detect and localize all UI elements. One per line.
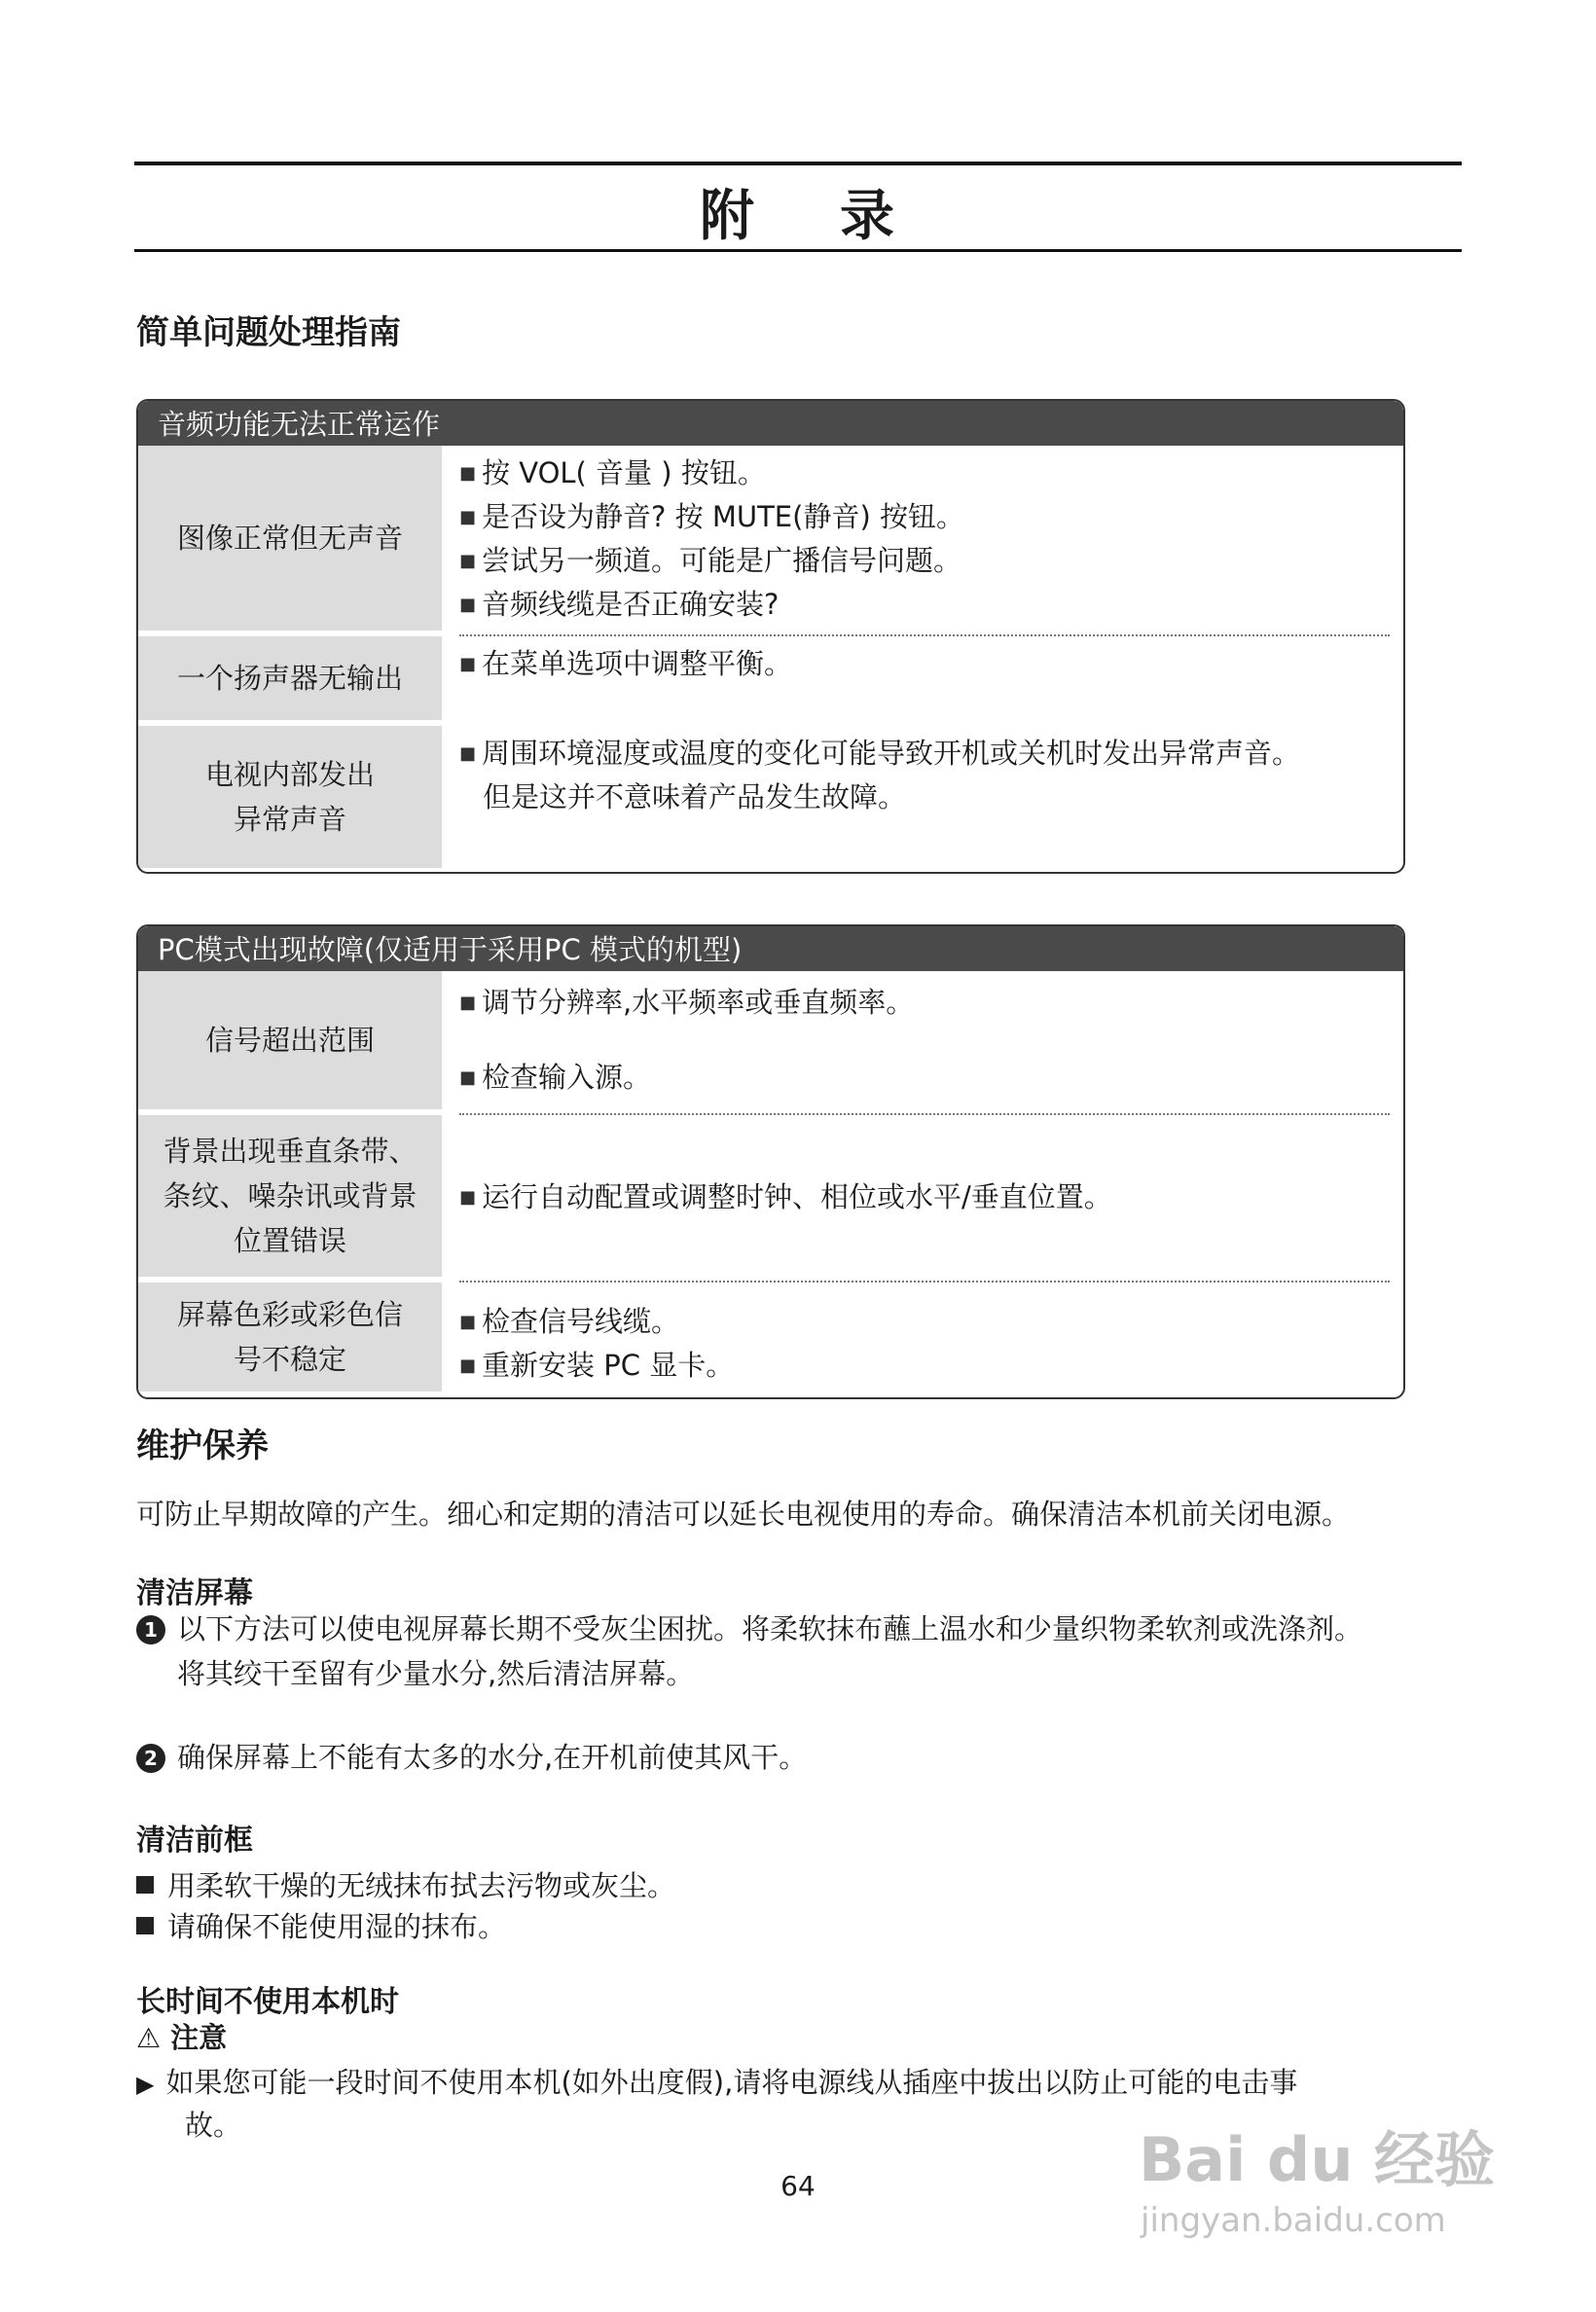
table-row	[138, 446, 1403, 636]
list-item-continuation: 但是这并不意味着产品发生故障。	[483, 780, 907, 813]
clean-screen-heading: 清洁屏幕	[136, 1576, 253, 1610]
audio-problem-table	[136, 399, 1405, 874]
watermark-url: jingyan.baidu.com	[1141, 2201, 1446, 2240]
clean-screen-item-2: 2 确保屏幕上不能有太多的水分,在开机前使其风干。	[136, 1738, 807, 1777]
number-1-icon: 1	[136, 1615, 165, 1644]
caution-label: ⚠ 注意	[136, 2021, 228, 2054]
row-label: 图像正常但无声音	[138, 446, 442, 636]
row-value	[442, 636, 1403, 726]
square-bullet-icon	[136, 1917, 154, 1934]
arrow-right-icon: ▶	[136, 2071, 155, 2098]
caution-text-cont: 故。	[185, 2109, 242, 2142]
list-item: ■ 调节分辨率,水平频率或垂直频率。	[459, 983, 1392, 1027]
table-row	[138, 971, 1403, 1115]
top-rule	[134, 162, 1462, 165]
audio-table-header: 音频功能无法正常运作	[138, 401, 1403, 446]
page-number: 64	[780, 2170, 816, 2202]
row-value	[442, 1115, 1403, 1282]
clean-frame-heading: 清洁前框	[136, 1824, 253, 1858]
clean-frame-item: 请确保不能使用湿的抹布。	[136, 1907, 506, 1946]
square-bullet-icon	[136, 1876, 154, 1894]
row-label: 背景出现垂直条带、 条纹、噪杂讯或背景 位置错误	[138, 1115, 442, 1282]
list-item: ■ 是否设为静音? 按 MUTE(静音) 按钮。	[459, 497, 1392, 541]
table-row	[138, 636, 1403, 726]
watermark-logo: Bai du 经验	[1139, 2124, 1496, 2195]
list-item: ■ 按 VOL( 音量 ) 按钮。	[459, 453, 1392, 497]
warning-icon: ⚠	[136, 2022, 162, 2054]
list-item: ■ 在菜单选项中调整平衡。	[459, 644, 1392, 688]
long-term-heading: 长时间不使用本机时	[136, 1985, 399, 2019]
list-item: ■ 检查信号线缆。	[459, 1302, 1392, 1346]
list-item: ■ 运行自动配置或调整时钟、相位或水平/垂直位置。	[459, 1177, 1112, 1221]
row-value	[442, 446, 1403, 636]
title-bottom-rule	[134, 249, 1462, 252]
row-value	[442, 971, 1403, 1115]
number-2-icon: 2	[136, 1744, 165, 1773]
list-item: ■ 尝试另一频道。可能是广播信号问题。	[459, 541, 1392, 585]
list-item: ■ 重新安装 PC 显卡。	[459, 1346, 1392, 1390]
row-value	[442, 726, 1403, 868]
caution-text: ▶ 如果您可能一段时间不使用本机(如外出度假),请将电源线从插座中拔出以防止可能的电击事	[136, 2066, 1298, 2099]
row-label: 屏幕色彩或彩色信 号不稳定	[138, 1282, 442, 1391]
pc-mode-problem-table	[136, 924, 1405, 1399]
table-row	[138, 1282, 1403, 1391]
list-item: ■ 周围环境湿度或温度的变化可能导致开机或关机时发出异常声音。	[459, 734, 1392, 777]
row-label: 信号超出范围	[138, 971, 442, 1115]
table-row	[138, 1115, 1403, 1282]
row-value	[442, 1282, 1403, 1391]
maintenance-heading: 维护保养	[136, 1427, 269, 1465]
clean-frame-item: 用柔软干燥的无绒抹布拭去污物或灰尘。	[136, 1866, 675, 1905]
pc-table-header: PC模式出现故障(仅适用于采用PC 模式的机型)	[138, 926, 1403, 971]
page-title: 附 录	[700, 185, 896, 248]
list-item: ■ 检查输入源。	[459, 1058, 1392, 1102]
clean-screen-item-1: 1 以下方法可以使电视屏幕长期不受灰尘困扰。将柔软抹布蘸上温水和少量织物柔软剂或洗涤剂。	[136, 1609, 1362, 1648]
table-row	[138, 726, 1403, 868]
row-label: 一个扬声器无输出	[138, 636, 442, 726]
troubleshooting-heading: 简单问题处理指南	[136, 313, 401, 352]
list-item: ■ 音频线缆是否正确安装?	[459, 585, 1392, 629]
maintenance-intro: 可防止早期故障的产生。细心和定期的清洁可以延长电视使用的寿命。确保清洁本机前关闭电源。	[136, 1498, 1351, 1531]
row-label: 电视内部发出 异常声音	[138, 726, 442, 868]
clean-screen-item-1-cont: 将其绞干至留有少量水分,然后清洁屏幕。	[177, 1657, 695, 1690]
